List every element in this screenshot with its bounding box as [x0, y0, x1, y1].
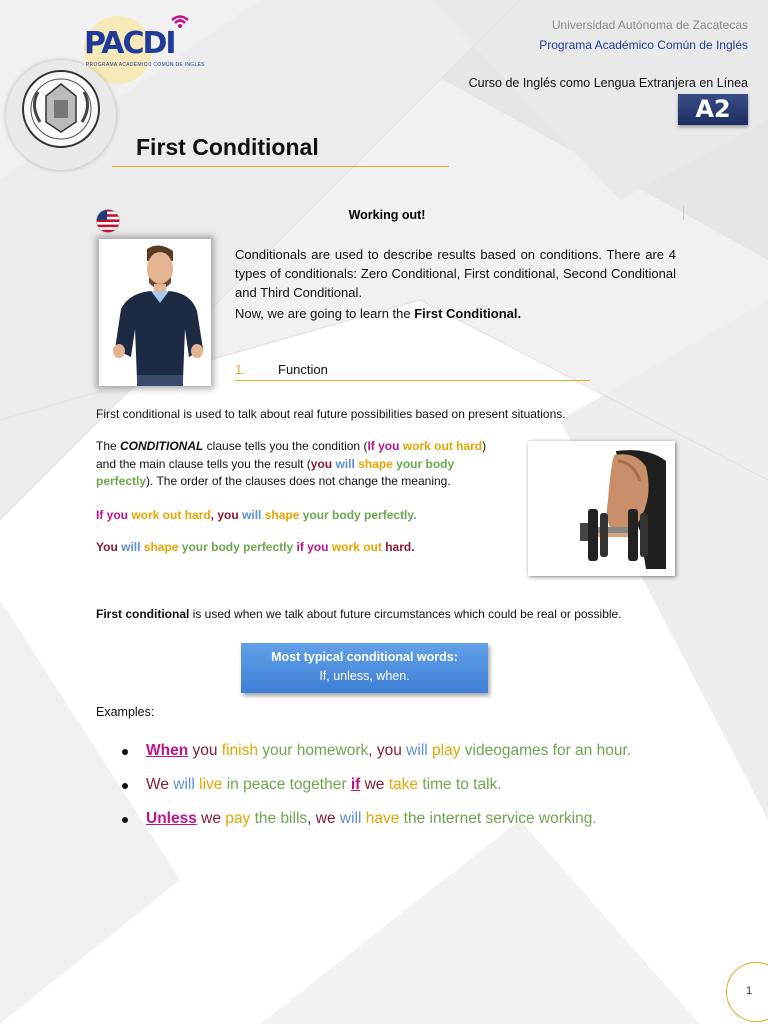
ex-word: We	[146, 776, 169, 793]
ex-word: your body perfectly	[178, 540, 294, 554]
function-paragraph-2	[96, 438, 506, 491]
first-conditional-bold: First conditional	[96, 607, 190, 621]
level-badge: A2	[678, 94, 748, 125]
ex-word: in peace together	[222, 776, 351, 793]
text-cursor-mark	[683, 206, 684, 220]
usa-flag-icon	[96, 209, 120, 233]
highlight-work-out-hard: work out hard	[402, 439, 483, 453]
pacdi-logo: PACDI	[84, 26, 175, 61]
highlight-shape: shape	[358, 456, 393, 471]
ex-word: live	[194, 776, 223, 793]
page-title: First Conditional	[136, 134, 319, 160]
ex-word: Unless	[146, 810, 197, 827]
ex-word: will	[168, 776, 195, 793]
intro-text	[235, 245, 676, 323]
program-name: Programa Académico Común de Inglés	[539, 38, 748, 52]
ex-word: will	[401, 742, 428, 759]
ex-word: the bills	[250, 810, 308, 827]
ex-word: pay	[220, 810, 251, 827]
example-sentence-1	[96, 508, 417, 522]
ex-word: the internet service working.	[399, 810, 597, 827]
list-item	[122, 810, 742, 844]
title-underline	[112, 166, 449, 167]
course-name: Curso de Inglés como Lengua Extranjera en Línea	[468, 76, 748, 90]
intro-paragraph-2-prefix: Now, we are going to learn the	[235, 306, 415, 321]
ex-word: if	[350, 776, 361, 793]
callout-title: Most typical conditional words:	[271, 650, 458, 664]
dumbbell-photo	[528, 441, 675, 576]
conditional-words-callout	[241, 643, 488, 693]
bullet-dot	[122, 817, 128, 823]
ex-word: your body perfectly.	[299, 508, 417, 522]
text-span: )	[482, 439, 487, 453]
ex-word: will	[238, 508, 262, 522]
man-illustration	[99, 239, 211, 386]
example-sentence-2	[96, 540, 415, 554]
text-span: is used when we talk about future circumstances which could be real or possible.	[189, 607, 622, 621]
conditional-term: CONDITIONAL	[120, 439, 204, 453]
ex-word: we	[196, 810, 221, 827]
bullet-dot	[122, 783, 128, 789]
ex-word: work out hard	[128, 508, 211, 522]
ex-word: you	[188, 742, 218, 759]
ex-word: You	[96, 540, 118, 554]
ex-word: time to talk.	[418, 776, 502, 793]
wifi-icon	[170, 14, 190, 30]
intro-paragraph-2-bold: First Conditional.	[414, 306, 522, 321]
university-name: Universidad Autónoma de Zacatecas	[551, 18, 748, 32]
ex-word: When	[146, 742, 189, 759]
ex-word: have	[361, 810, 400, 827]
ex-word: your homework	[258, 742, 369, 759]
example-text	[146, 742, 631, 760]
ex-word: hard.	[381, 540, 415, 554]
ex-word: If you	[96, 508, 128, 522]
highlight-your-body-perfectly: your body perfectly	[96, 456, 455, 488]
examples-list	[122, 742, 742, 844]
highlight-if-you: If you	[367, 439, 400, 453]
intro-paragraph-1: Conditionals are used to describe results based on conditions. There are 4 types of conditionals: Zero Conditional, First conditional, Second Conditional and Third Conditional.	[235, 247, 676, 300]
ex-word: finish	[217, 742, 258, 759]
ex-word: videogames for an hour.	[460, 742, 632, 759]
example-text	[146, 776, 502, 794]
ex-word: work out	[328, 540, 382, 554]
text-span: clause tells you the condition (	[203, 439, 368, 453]
ex-word: shape	[140, 540, 179, 554]
dumbbell-illustration	[528, 441, 675, 576]
bullet-dot	[122, 749, 128, 755]
highlight-you: you	[310, 456, 333, 471]
ex-word: take	[384, 776, 419, 793]
ex-word: , we	[307, 810, 336, 827]
highlight-will: will	[332, 456, 359, 471]
intro-paragraph-2	[235, 304, 676, 323]
university-seal-icon	[18, 66, 104, 152]
section-underline	[235, 380, 590, 381]
list-item	[122, 742, 742, 776]
examples-label: Examples:	[96, 705, 155, 719]
example-text	[146, 810, 597, 828]
list-item	[122, 776, 742, 810]
ex-word: if you	[293, 540, 329, 554]
text-span: The	[96, 439, 121, 453]
ex-word: will	[335, 810, 362, 827]
page-number: 1	[746, 985, 753, 997]
section-heading: Function	[278, 362, 328, 377]
ex-word: we	[360, 776, 385, 793]
man-photo	[99, 239, 211, 386]
callout-words: If, unless, when.	[319, 669, 410, 683]
pacdi-logo-subtitle: PROGRAMA ACADÉMICO COMÚN DE INGLÉS	[86, 62, 205, 68]
text-span: and the main clause tells you the result (	[96, 456, 311, 471]
function-paragraph-1: First conditional is used to talk about real future possibilities based on present situations.	[96, 407, 566, 421]
ex-word: will	[117, 540, 141, 554]
text-span: ). The order of the clauses does not change the meaning.	[146, 474, 451, 488]
ex-word: you	[217, 508, 239, 522]
section-number: 1.	[235, 362, 246, 377]
function-paragraph-3	[96, 606, 696, 624]
ex-word: ,	[210, 508, 218, 522]
ex-word: , you	[368, 742, 402, 759]
ex-word: shape	[261, 508, 300, 522]
lesson-subtitle: Working out!	[348, 208, 426, 222]
ex-word: play	[427, 742, 461, 759]
